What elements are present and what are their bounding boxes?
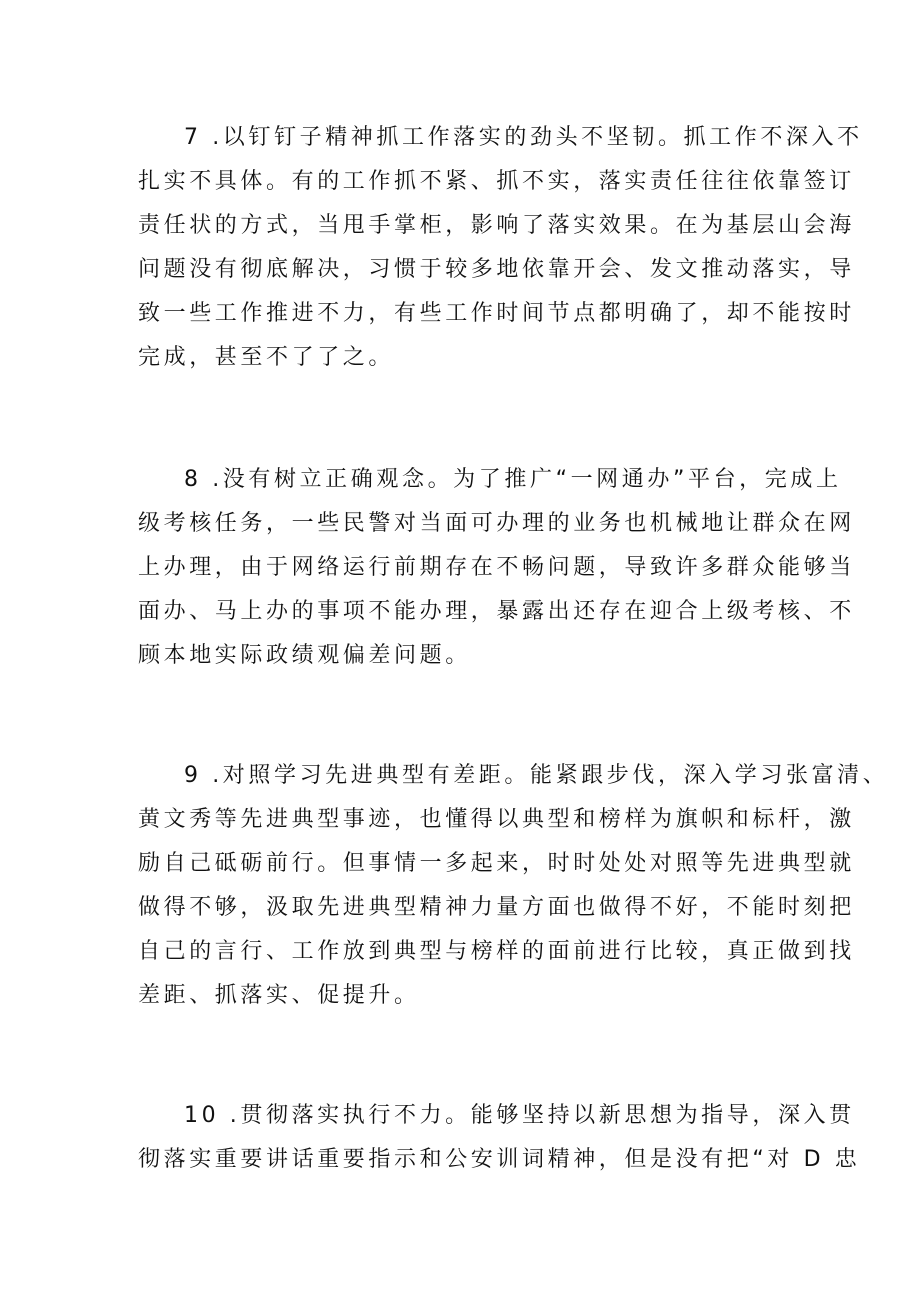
paragraph-line: 责任状的方式，当甩手掌柜，影响了落实效果。在为基层山会海 — [138, 213, 855, 238]
paragraph-line: 励自己砥砺前行。但事情一多起来，时时处处对照等先进典型就 — [138, 851, 855, 876]
paragraph-10 — [138, 1094, 861, 1182]
paragraph-8 — [138, 458, 855, 678]
paragraph-line: 9 .对照学习先进典型有差距。能紧跟步伐，深入学习张富清、 — [184, 763, 889, 788]
paragraph-line: 彻落实重要讲话重要指示和公安训词精神，但是没有把“对 D 忠 — [138, 1147, 861, 1172]
paragraph-line: 扎实不具体。有的工作抓不紧、抓不实，落实责任往往依靠签订 — [138, 169, 855, 194]
paragraph-7 — [138, 116, 863, 380]
paragraph-line: 致一些工作推进不力，有些工作时间节点都明确了，却不能按时 — [138, 301, 855, 326]
paragraph-line: 面办、马上办的事项不能办理，暴露出还存在迎合上级考核、不 — [138, 599, 855, 624]
paragraph-line: 完成，甚至不了了之。 — [138, 345, 395, 370]
paragraph-line: 做得不够，汲取先进典型精神力量方面也做得不好，不能时刻把 — [138, 895, 855, 920]
paragraph-line: 差距、抓落实、促提升。 — [138, 983, 420, 1008]
paragraph-line: 10 .贯彻落实执行不力。能够坚持以新思想为指导，深入贯 — [184, 1103, 855, 1128]
paragraph-line: 问题没有彻底解决，习惯于较多地依靠开会、发文推动落实，导 — [138, 257, 855, 282]
paragraph-line: 顾本地实际政绩观偏差问题。 — [138, 643, 471, 668]
paragraph-line: 级考核任务，一些民警对当面可办理的业务也机械地让群众在网 — [138, 511, 855, 536]
paragraph-line: 上办理，由于网络运行前期存在不畅问题，导致许多群众能够当 — [138, 555, 855, 580]
paragraph-line: 自己的言行、工作放到典型与榜样的面前进行比较，真正做到找 — [138, 939, 855, 964]
paragraph-line: 黄文秀等先进典型事迹，也懂得以典型和榜样为旗帜和标杆，激 — [138, 807, 855, 832]
paragraph-9 — [138, 754, 889, 1018]
paragraph-line: 7 .以钉钉子精神抓工作落实的劲头不坚韧。抓工作不深入不 — [184, 125, 863, 150]
paragraph-line: 8 .没有树立正确观念。为了推广“一网通办”平台，完成上 — [184, 467, 842, 492]
